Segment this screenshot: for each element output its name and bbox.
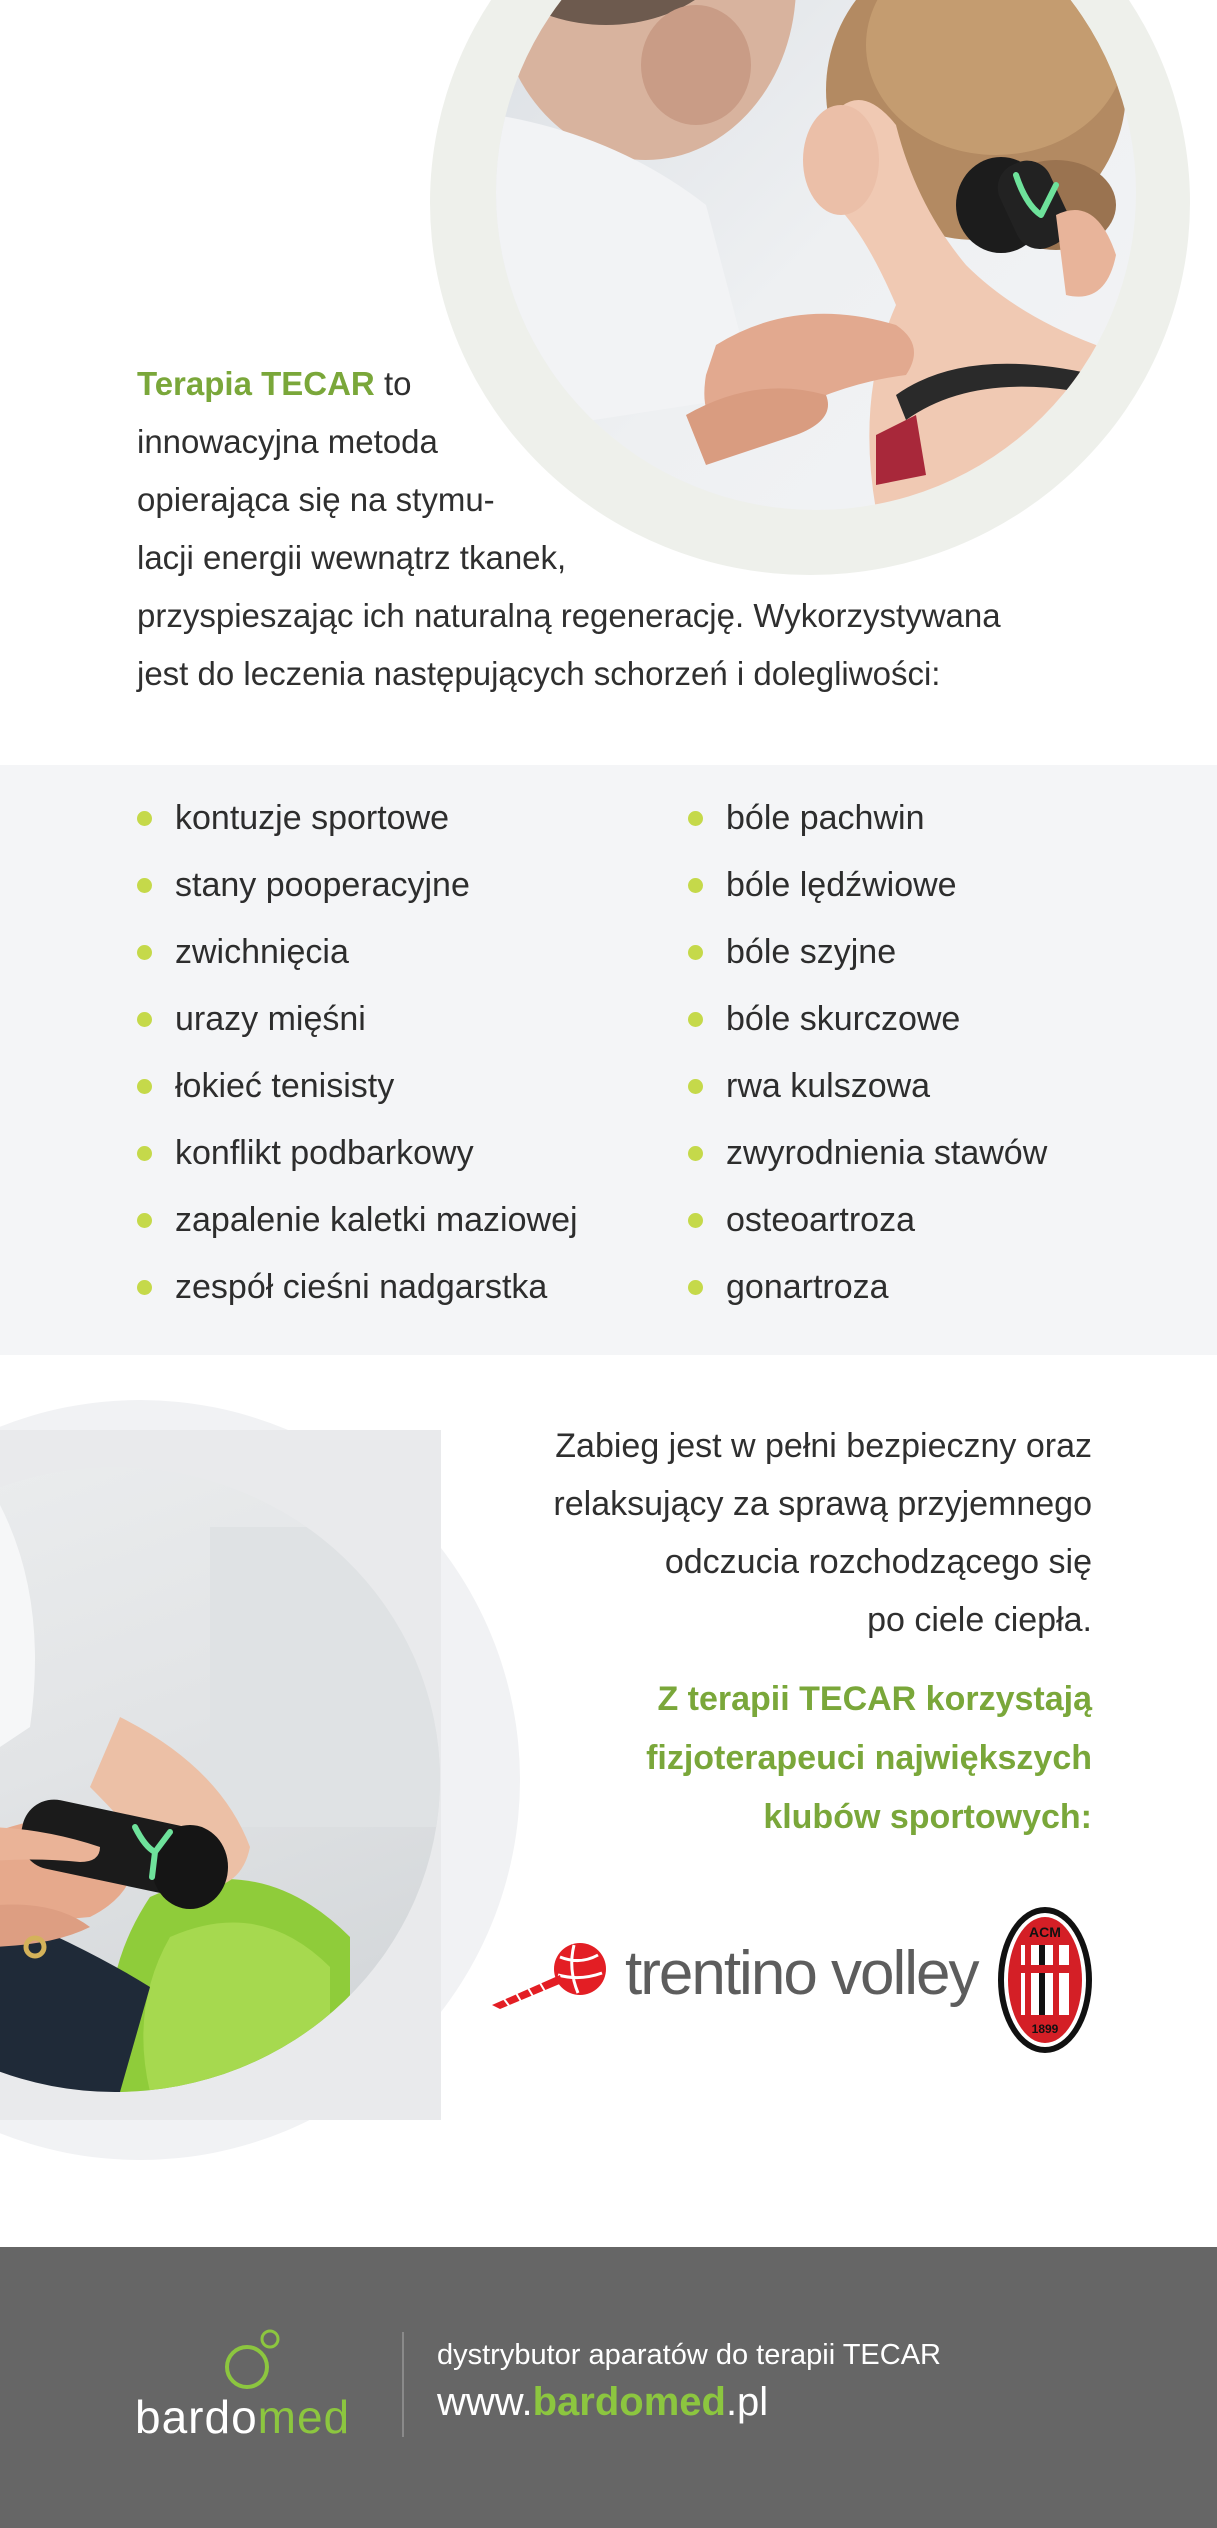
conditions-list-left xyxy=(137,785,578,1321)
clubs-line-1: Z terapii TECAR korzystają xyxy=(657,1680,1092,1718)
list-item: zespół cieśni nadgarstka xyxy=(137,1254,578,1321)
safety-text xyxy=(452,1417,1092,1649)
clubs-heading xyxy=(452,1670,1092,1847)
trentino-volley-logo: trentino volley xyxy=(490,1930,960,2020)
ac-milan-crest xyxy=(995,1905,1095,2055)
bullet-icon xyxy=(137,1146,152,1161)
bullet-icon xyxy=(137,1280,152,1295)
list-item: bóle skurczowe xyxy=(688,986,1047,1053)
intro-line-2: innowacyjna metoda xyxy=(137,423,438,460)
safety-line-4: po ciele ciepła. xyxy=(867,1601,1092,1639)
intro-line-6: jest do leczenia następujących schorzeń i dolegliwości: xyxy=(137,655,941,692)
list-item: zwichnięcia xyxy=(137,919,578,986)
logo-circles-icon xyxy=(135,2325,365,2395)
bullet-icon xyxy=(137,1079,152,1094)
list-item: osteoartroza xyxy=(688,1187,1047,1254)
bullet-icon xyxy=(688,1146,703,1161)
list-item: łokieć tenisisty xyxy=(137,1053,578,1120)
conditions-section xyxy=(0,765,1217,1355)
list-item: gonartroza xyxy=(688,1254,1047,1321)
safety-line-1: Zabieg jest w pełni bezpieczny oraz xyxy=(555,1427,1092,1465)
bullet-icon xyxy=(688,945,703,960)
svg-text:ACM: ACM xyxy=(1029,1924,1061,1940)
svg-text:1899: 1899 xyxy=(1031,2022,1059,2036)
safety-line-3: odczucia rozchodzącego się xyxy=(664,1543,1092,1581)
conditions-list-right xyxy=(688,785,1047,1321)
brand-part-2: med xyxy=(257,2391,351,2443)
list-item: bóle pachwin xyxy=(688,785,1047,852)
therapy-hand-photo xyxy=(0,1467,440,2092)
intro-line-3: opierająca się na stymu- xyxy=(137,481,495,518)
brand-part-1: bardo xyxy=(135,2391,258,2443)
bullet-icon xyxy=(688,1280,703,1295)
intro-text xyxy=(137,355,1117,703)
bullet-icon xyxy=(137,811,152,826)
clubs-line-2: fizjoterapeuci największych xyxy=(646,1739,1092,1777)
bullet-icon xyxy=(688,1012,703,1027)
website-link[interactable]: www.bardomed.pl xyxy=(437,2380,769,2424)
list-item: kontuzje sportowe xyxy=(137,785,578,852)
distributor-text: dystrybutor aparatów do terapii TECAR xyxy=(437,2339,941,2371)
intro-line-4: lacji energii wewnątrz tkanek, xyxy=(137,539,567,576)
list-item: stany pooperacyjne xyxy=(137,852,578,919)
list-item: bóle szyjne xyxy=(688,919,1047,986)
bardomed-logo xyxy=(135,2325,365,2455)
list-item: bóle lędźwiowe xyxy=(688,852,1047,919)
list-item: zapalenie kaletki maziowej xyxy=(137,1187,578,1254)
safety-line-2: relaksujący za sprawą przyjemnego xyxy=(553,1485,1092,1523)
bullet-icon xyxy=(688,878,703,893)
bullet-icon xyxy=(688,1213,703,1228)
benefits-section xyxy=(0,1355,1217,2247)
intro-line-1: to xyxy=(374,365,412,402)
bullet-icon xyxy=(137,878,152,893)
list-item: urazy mięśni xyxy=(137,986,578,1053)
intro-highlight: Terapia TECAR xyxy=(137,365,375,402)
bullet-icon xyxy=(137,1213,152,1228)
intro-line-5: przyspieszając ich naturalną regenerację. Wykorzystywana xyxy=(137,597,1001,634)
bullet-icon xyxy=(137,1012,152,1027)
footer xyxy=(0,2247,1217,2528)
list-item: zwyrodnienia stawów xyxy=(688,1120,1047,1187)
list-item: konflikt podbarkowy xyxy=(137,1120,578,1187)
footer-divider xyxy=(402,2332,404,2437)
bullet-icon xyxy=(137,945,152,960)
bullet-icon xyxy=(688,1079,703,1094)
intro-section xyxy=(0,0,1217,765)
clubs-line-3: klubów sportowych: xyxy=(763,1798,1092,1836)
list-item: rwa kulszowa xyxy=(688,1053,1047,1120)
bullet-icon xyxy=(688,811,703,826)
volleyball-icon xyxy=(490,1935,620,2015)
